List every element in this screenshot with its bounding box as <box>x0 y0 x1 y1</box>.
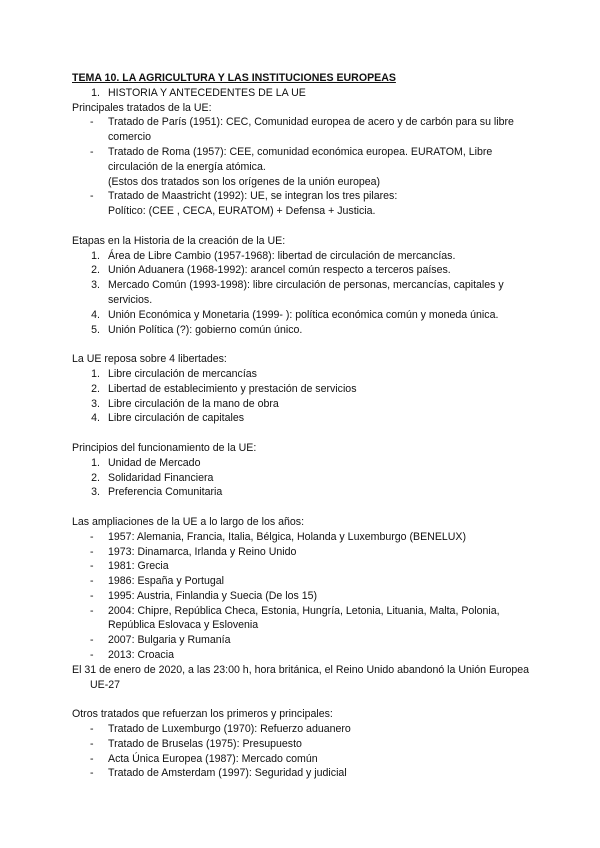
principios-heading: Principios del funcionamiento de la UE: <box>72 441 257 454</box>
libertades-list <box>72 367 542 426</box>
list-item <box>72 145 542 189</box>
dash-marker: - <box>90 575 94 588</box>
list-item <box>72 189 542 219</box>
item-text: Libre circulación de mercancías <box>108 367 257 380</box>
etapas-heading: Etapas en la Historia de la creación de la UE: <box>72 234 286 247</box>
dash-marker: - <box>90 560 94 573</box>
ampliaciones-list <box>72 530 542 663</box>
list-number: 5. <box>91 323 100 336</box>
list-number: 2. <box>91 471 100 484</box>
list-number: 2. <box>91 264 100 277</box>
list-item <box>72 308 542 323</box>
dash-marker: - <box>90 589 94 602</box>
list-number: 2. <box>91 382 100 395</box>
list-item <box>72 633 542 648</box>
item-text: Tratado de Maastricht (1992): UE, se integran los tres pilares: <box>108 190 398 203</box>
dash-marker: - <box>90 737 94 750</box>
otros-heading: Otros tratados que refuerzan los primeros y principales: <box>72 708 333 721</box>
item-text: 1973: Dinamarca, Irlanda y Reino Unido <box>108 545 297 558</box>
list-item <box>72 397 542 412</box>
dash-marker: - <box>90 530 94 543</box>
item-text: Solidaridad Financiera <box>108 471 214 484</box>
section-list <box>72 86 542 101</box>
dash-marker: - <box>90 767 94 780</box>
item-text: 1995: Austria, Finlandia y Suecia (De los 15) <box>108 589 318 602</box>
item-text: Unión Económica y Monetaria (1999- ): política económica común y moneda única. <box>108 308 499 321</box>
list-item <box>72 766 542 781</box>
item-text: 1957: Alemania, Francia, Italia, Bélgica, Holanda y Luxemburgo (BENELUX) <box>108 530 467 543</box>
list-item <box>72 722 542 737</box>
list-number: 4. <box>91 308 100 321</box>
spacer <box>72 426 542 441</box>
otros-list <box>72 722 542 781</box>
item-text: Tratado de Luxemburgo (1970): Refuerzo aduanero <box>108 723 351 736</box>
list-item <box>72 367 542 382</box>
list-item <box>72 323 542 338</box>
dash-marker: - <box>90 634 94 647</box>
item-text: Unión Aduanera (1968-1992): arancel común respecto a terceros países. <box>108 264 451 277</box>
item-text: Mercado Común (1993-1998): libre circulación de personas, mercancías, capitales y servicios. <box>108 279 504 306</box>
list-item <box>72 249 542 264</box>
dash-marker: - <box>90 604 94 617</box>
item-text: Libre circulación de capitales <box>108 412 245 425</box>
dash-marker: - <box>90 752 94 765</box>
item-text: Tratado de Roma (1957): CEE, comunidad económica europea. EURATOM, Libre circulación de la energía atómica. <box>108 145 493 173</box>
list-item <box>72 411 542 426</box>
item-text: 2013: Croacia <box>108 649 174 662</box>
item-text: Tratado de Amsterdam (1997): Seguridad y judicial <box>108 767 347 780</box>
list-number: 1. <box>91 456 100 469</box>
dash-marker: - <box>90 190 94 203</box>
item-text: Área de Libre Cambio (1957-1968): libertad de circulación de mercancías. <box>108 249 456 262</box>
spacer <box>72 500 542 515</box>
ampliaciones-heading: Las ampliaciones de la UE a lo largo de los años: <box>72 515 305 528</box>
list-number: 1. <box>91 249 100 262</box>
section-heading <box>72 86 542 101</box>
brexit-paragraph <box>72 663 542 693</box>
list-item <box>72 530 542 545</box>
item-text: Libertad de establecimiento y prestación de servicios <box>108 382 357 395</box>
item-text: 1986: España y Portugal <box>108 575 225 588</box>
list-item <box>72 752 542 767</box>
list-item <box>72 648 542 663</box>
list-number: 3. <box>91 279 100 292</box>
dash-marker: - <box>90 723 94 736</box>
list-item <box>72 263 542 278</box>
dash-marker: - <box>90 545 94 558</box>
list-item <box>72 278 542 308</box>
section-label: HISTORIA Y ANTECEDENTES DE LA UE <box>108 86 306 99</box>
list-number: 3. <box>91 486 100 499</box>
list-item <box>72 559 542 574</box>
tratados-heading: Principales tratados de la UE: <box>72 101 212 114</box>
list-item <box>72 485 542 500</box>
dash-marker: - <box>90 649 94 662</box>
item-text: 2004: Chipre, República Checa, Estonia, Hungría, Letonia, Lituania, Malta, Polonia, República Eslovaca y Eslovenia <box>108 604 500 632</box>
item-text: 1981: Grecia <box>108 560 169 573</box>
list-item <box>72 456 542 471</box>
list-item <box>72 604 542 634</box>
document-title: TEMA 10. LA AGRICULTURA Y LAS INSTITUCIONES EUROPEAS <box>72 72 396 84</box>
item-text: Acta Única Europea (1987): Mercado común <box>108 752 318 765</box>
list-number: 1. <box>91 367 100 380</box>
spacer <box>72 692 542 707</box>
item-text: Tratado de Bruselas (1975): Presupuesto <box>108 737 302 750</box>
item-text: Unión Política (?): gobierno común único. <box>108 323 303 336</box>
tratados-list <box>72 115 542 219</box>
list-number: 1. <box>91 86 100 99</box>
spacer <box>72 219 542 234</box>
dash-marker: - <box>90 116 94 129</box>
list-number: 4. <box>91 412 100 425</box>
list-item <box>72 545 542 560</box>
principios-list <box>72 456 542 500</box>
spacer <box>72 337 542 352</box>
tratados-note: (Estos dos tratados son los orígenes de la unión europea) <box>108 175 381 188</box>
brexit-text: El 31 de enero de 2020, a las 23:00 h, hora británica, el Reino Unido abandonó la Unión Europea <box>72 663 530 676</box>
item-text: Libre circulación de la mano de obra <box>108 397 279 410</box>
list-item <box>72 574 542 589</box>
dash-marker: - <box>90 145 94 158</box>
ue27-label: UE-27 <box>90 678 121 691</box>
list-item <box>72 382 542 397</box>
libertades-heading: La UE reposa sobre 4 libertades: <box>72 353 227 366</box>
list-number: 3. <box>91 397 100 410</box>
list-item <box>72 737 542 752</box>
etapas-list <box>72 249 542 338</box>
item-text: 2007: Bulgaria y Rumanía <box>108 634 231 647</box>
item-text: Unidad de Mercado <box>108 456 201 469</box>
document-body <box>72 71 542 781</box>
list-item <box>72 115 542 145</box>
pilares-text: Político: (CEE , CECA, EURATOM) + Defensa + Justicia. <box>108 205 376 218</box>
item-text: Tratado de París (1951): CEC, Comunidad europea de acero y de carbón para su libre comercio <box>108 116 514 144</box>
item-text: Preferencia Comunitaria <box>108 486 223 499</box>
list-item <box>72 471 542 486</box>
list-item <box>72 589 542 604</box>
